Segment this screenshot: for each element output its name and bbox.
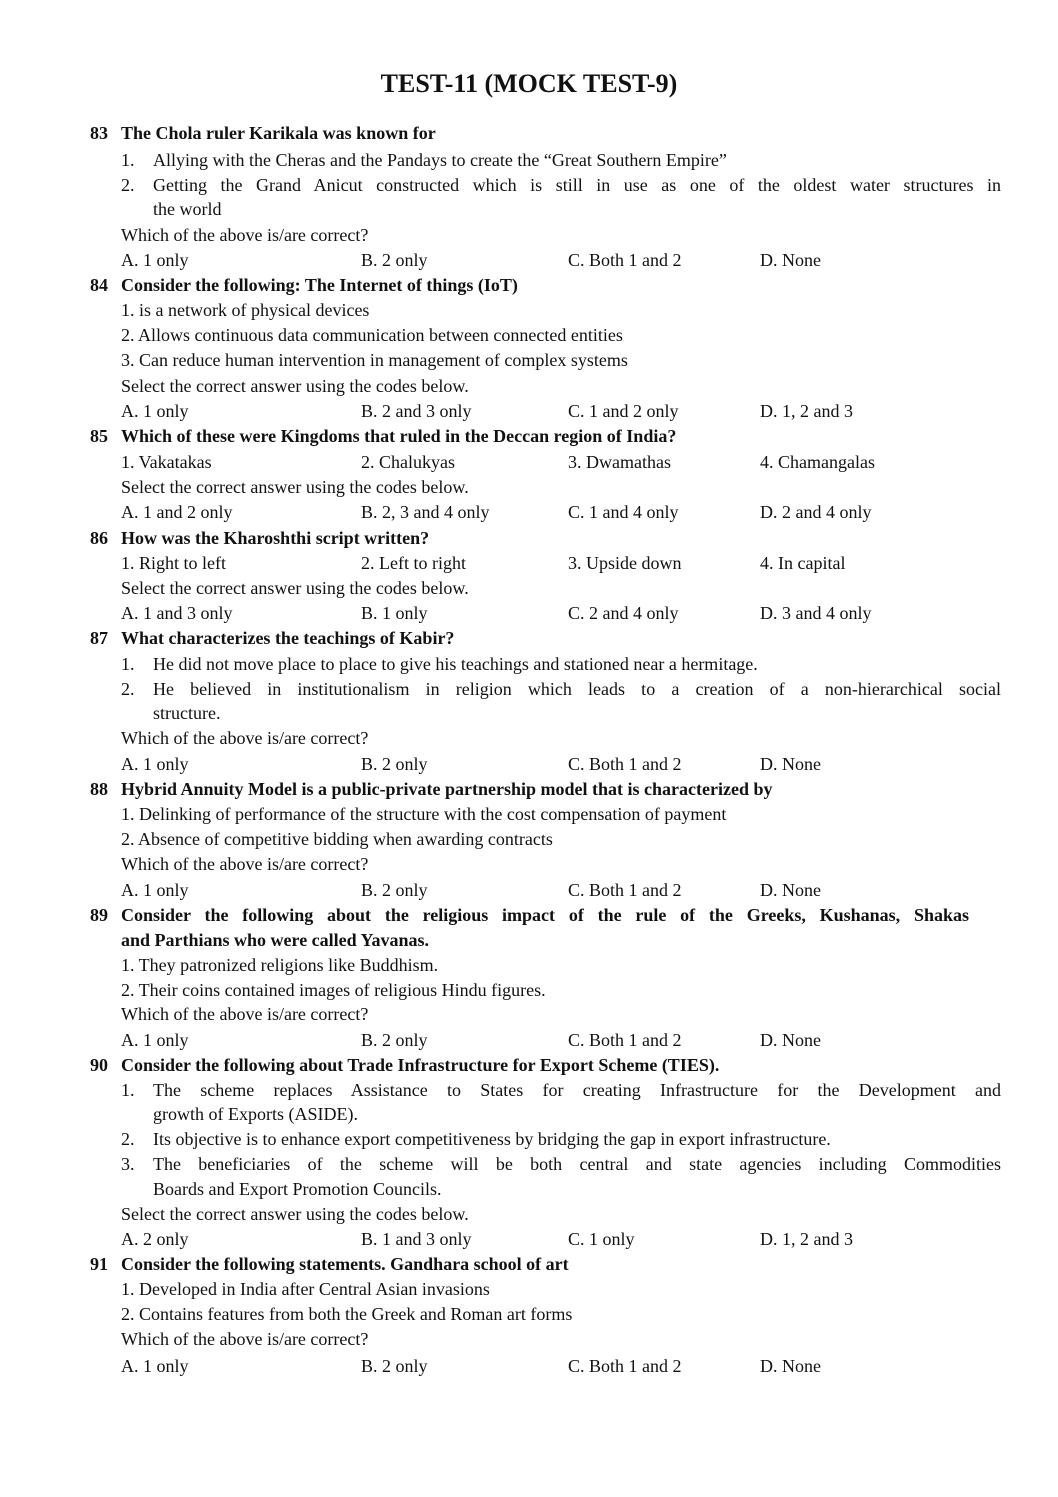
statement-item: 2. Getting the Grand Anicut constructed which is still in use as one of the oldest water structures in: [121, 175, 1001, 195]
page-title: TEST-11 (MOCK TEST-9): [380, 69, 678, 98]
question-83: [90, 121, 436, 145]
option-d[interactable]: D. None: [760, 880, 821, 900]
option-d[interactable]: D. 3 and 4 only: [760, 603, 872, 623]
option-a[interactable]: A. 1 and 2 only: [121, 502, 233, 522]
option-a[interactable]: A. 1 only: [121, 880, 189, 900]
option-b[interactable]: B. 2, 3 and 4 only: [361, 502, 490, 522]
choice-1: 1. Vakatakas: [121, 452, 212, 472]
question-number: 91: [90, 1254, 108, 1274]
option-b[interactable]: B. 2 only: [361, 250, 428, 270]
answer-options: [121, 1028, 1001, 1052]
statement-item: 1. Allying with the Cheras and the Pandays to create the “Great Southern Empire”: [121, 150, 727, 170]
option-a[interactable]: A. 1 only: [121, 250, 189, 270]
answer-options: [121, 752, 1001, 776]
statement-item: 2. He believed in institutionalism in religion which leads to a creation of a non-hierarchical social: [121, 679, 1001, 699]
option-b[interactable]: B. 1 only: [361, 603, 428, 623]
question-text: How was the Kharoshthi script written?: [121, 528, 430, 548]
question-number: 90: [90, 1055, 108, 1075]
answer-options: [121, 601, 1001, 625]
answer-options: [121, 248, 1001, 272]
statement-item: 1. is a network of physical devices: [121, 300, 370, 320]
statement-choices: [121, 551, 1001, 575]
statement-choices: [121, 450, 1001, 474]
option-c[interactable]: C. Both 1 and 2: [568, 1356, 682, 1376]
option-a[interactable]: A. 2 only: [121, 1229, 189, 1249]
statement-item: 2. Absence of competitive bidding when awarding contracts: [121, 829, 553, 849]
option-b[interactable]: B. 1 and 3 only: [361, 1229, 472, 1249]
statement-item: 1. The scheme replaces Assistance to States for creating Infrastructure for the Development and: [121, 1080, 1001, 1100]
option-c[interactable]: C. Both 1 and 2: [568, 1030, 682, 1050]
question-prompt: Which of the above is/are correct?: [121, 728, 369, 748]
option-a[interactable]: A. 1 only: [121, 401, 189, 421]
question-number: 89: [90, 905, 108, 925]
question-text: Consider the following about Trade Infrastructure for Export Scheme (TIES).: [121, 1055, 720, 1075]
question-text: What characterizes the teachings of Kabir?: [121, 628, 455, 648]
choice-2: 2. Left to right: [361, 553, 466, 573]
answer-options: [121, 1227, 1001, 1251]
option-a[interactable]: A. 1 only: [121, 754, 189, 774]
choice-4: 4. Chamangalas: [760, 452, 875, 472]
question-90: [90, 1053, 719, 1077]
statement-item: 1. Developed in India after Central Asian invasions: [121, 1279, 490, 1299]
statement-item: 2. Contains features from both the Greek and Roman art forms: [121, 1304, 573, 1324]
question-number: 84: [90, 275, 108, 295]
statement-item: 2. Its objective is to enhance export competitiveness by bridging the gap in export infrastructure.: [121, 1129, 831, 1149]
answer-options: [121, 878, 1001, 902]
choice-1: 1. Right to left: [121, 553, 226, 573]
question-91: [90, 1252, 569, 1276]
statement-item: 3. Can reduce human intervention in management of complex systems: [121, 350, 628, 370]
statement-continuation: the world: [153, 199, 222, 219]
option-d[interactable]: D. None: [760, 1356, 821, 1376]
answer-options: [121, 399, 1001, 423]
choice-3: 3. Upside down: [568, 553, 682, 573]
option-d[interactable]: D. 2 and 4 only: [760, 502, 872, 522]
question-text: Which of these were Kingdoms that ruled in the Deccan region of India?: [121, 426, 677, 446]
option-b[interactable]: B. 2 only: [361, 880, 428, 900]
question-number: 87: [90, 628, 108, 648]
question-85: [90, 424, 676, 448]
choice-3: 3. Dwamathas: [568, 452, 671, 472]
option-c[interactable]: C. Both 1 and 2: [568, 754, 682, 774]
question-84: [90, 273, 518, 297]
question-87: [90, 626, 454, 650]
option-c[interactable]: C. Both 1 and 2: [568, 880, 682, 900]
question-text: Hybrid Annuity Model is a public-private partnership model that is characterized by: [121, 779, 773, 799]
option-c[interactable]: C. Both 1 and 2: [568, 250, 682, 270]
question-prompt: Select the correct answer using the codes below.: [121, 477, 469, 497]
option-c[interactable]: C. 1 and 4 only: [568, 502, 679, 522]
statement-item: 1. He did not move place to place to give his teachings and stationed near a hermitage.: [121, 654, 758, 674]
option-b[interactable]: B. 2 only: [361, 1030, 428, 1050]
option-c[interactable]: C. 1 and 2 only: [568, 401, 679, 421]
option-b[interactable]: B. 2 and 3 only: [361, 401, 472, 421]
question-text: Consider the following about the religious impact of the rule of the Greeks, Kushanas, Shakas: [121, 905, 969, 925]
question-text: Consider the following: The Internet of things (IoT): [121, 275, 518, 295]
option-d[interactable]: D. None: [760, 754, 821, 774]
statement-continuation: Boards and Export Promotion Councils.: [153, 1179, 442, 1199]
question-prompt: Which of the above is/are correct?: [121, 225, 369, 245]
option-b[interactable]: B. 2 only: [361, 754, 428, 774]
option-d[interactable]: D. None: [760, 1030, 821, 1050]
answer-options: [121, 500, 1001, 524]
statement-continuation: growth of Exports (ASIDE).: [153, 1104, 358, 1124]
choice-2: 2. Chalukyas: [361, 452, 455, 472]
question-88: [90, 777, 773, 801]
question-text: Consider the following statements. Gandhara school of art: [121, 1254, 569, 1274]
question-prompt: Which of the above is/are correct?: [121, 1004, 369, 1024]
statement-item: 1. Delinking of performance of the structure with the cost compensation of payment: [121, 804, 727, 824]
question-number: 85: [90, 426, 108, 446]
question-86: [90, 526, 429, 550]
question-prompt: Select the correct answer using the codes below.: [121, 578, 469, 598]
option-d[interactable]: D. 1, 2 and 3: [760, 1229, 853, 1249]
question-prompt: Select the correct answer using the codes below.: [121, 376, 469, 396]
statement-continuation: structure.: [153, 703, 221, 723]
option-a[interactable]: A. 1 and 3 only: [121, 603, 233, 623]
question-number: 86: [90, 528, 108, 548]
question-number: 88: [90, 779, 108, 799]
question-number: 83: [90, 123, 108, 143]
option-b[interactable]: B. 2 only: [361, 1356, 428, 1376]
statement-item: 3. The beneficiaries of the scheme will be both central and state agencies including Commodities: [121, 1154, 1001, 1174]
option-d[interactable]: D. 1, 2 and 3: [760, 401, 853, 421]
question-prompt: Which of the above is/are correct?: [121, 1329, 369, 1349]
statement-item: 1. They patronized religions like Buddhism.: [121, 955, 439, 975]
option-d[interactable]: D. None: [760, 250, 821, 270]
answer-options: [121, 1354, 1001, 1378]
question-prompt: Select the correct answer using the codes below.: [121, 1204, 469, 1224]
statement-item: 2. Their coins contained images of religious Hindu figures.: [121, 980, 546, 1000]
question-prompt: Which of the above is/are correct?: [121, 854, 369, 874]
option-c[interactable]: C. 2 and 4 only: [568, 603, 679, 623]
choice-4: 4. In capital: [760, 553, 846, 573]
option-a[interactable]: A. 1 only: [121, 1356, 189, 1376]
option-c[interactable]: C. 1 only: [568, 1229, 635, 1249]
question-89: [90, 903, 969, 927]
option-a[interactable]: A. 1 only: [121, 1030, 189, 1050]
question-text: The Chola ruler Karikala was known for: [121, 123, 436, 143]
statement-item: 2. Allows continuous data communication between connected entities: [121, 325, 623, 345]
question-text-continuation: and Parthians who were called Yavanas.: [121, 930, 430, 950]
